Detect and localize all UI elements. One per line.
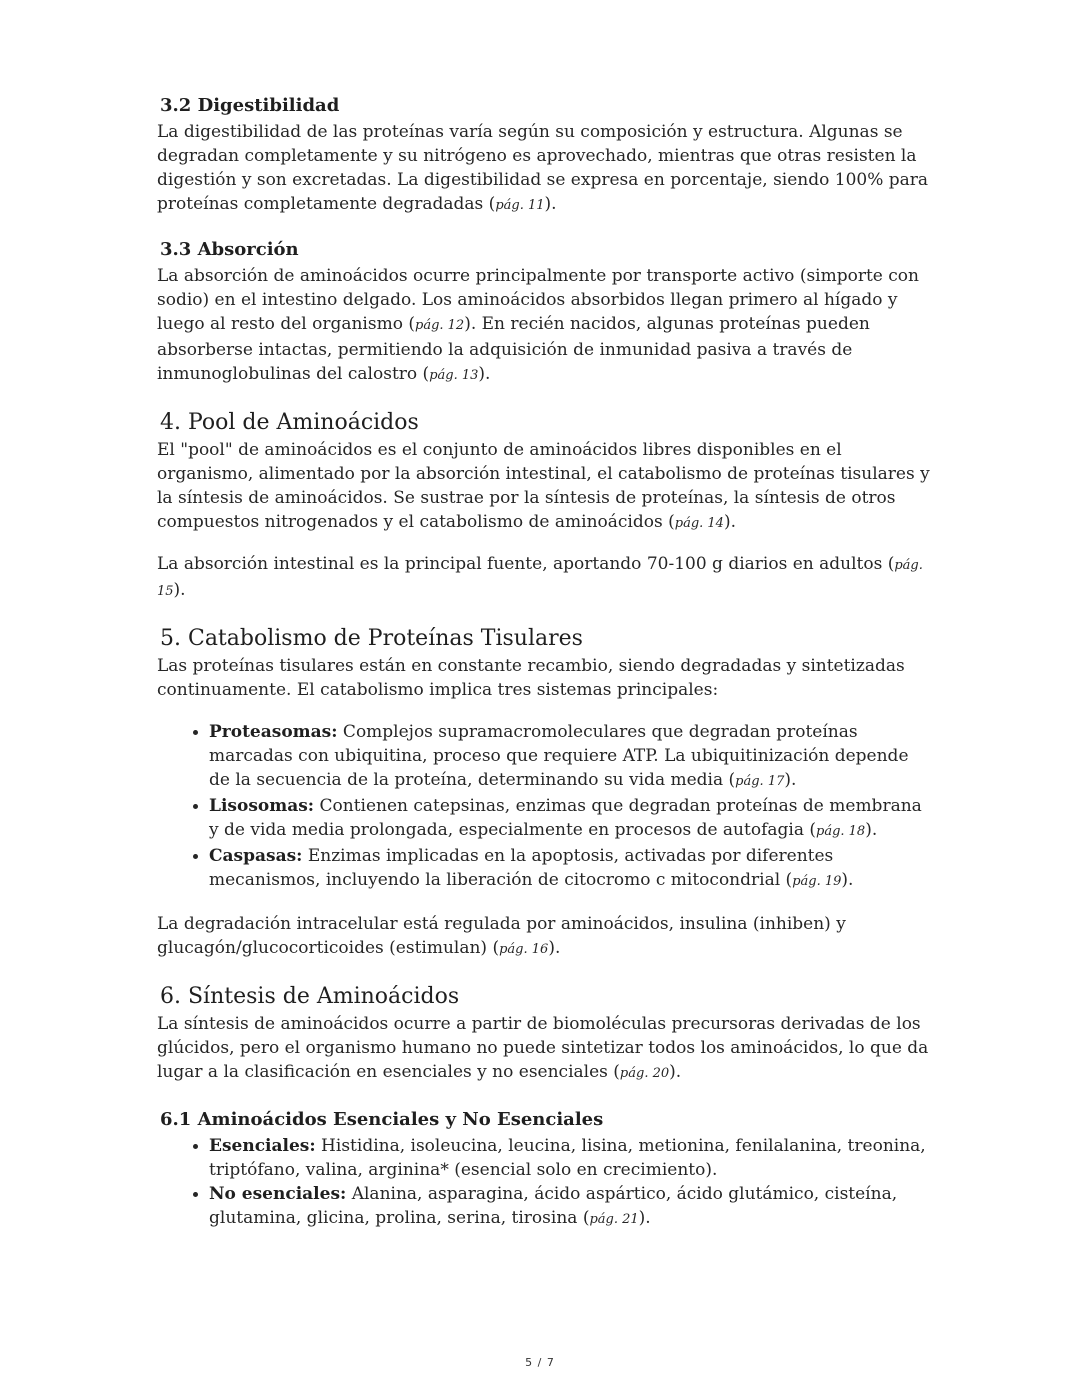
- section-heading: 6.1 Aminoácidos Esenciales y No Esenciales: [160, 1109, 604, 1130]
- bullet-list: [157, 1134, 932, 1232]
- paragraph: La digestibilidad de las proteínas varía según su composición y estructura. Algunas se degradan completamente y su nitrógeno es aprovechado, mientras que otras resisten la digestión y son excretadas. La digestibilidad se expresa en porcentaje, siendo 100% para proteínas completamente degradadas (pág. 11).: [157, 122, 929, 214]
- section-heading: 3.2 Digestibilidad: [160, 95, 340, 116]
- paragraph: La síntesis de aminoácidos ocurre a partir de biomoléculas precursoras derivadas de los glúcidos, pero el organismo humano no puede sintetizar todos los aminoácidos, lo que da lugar a la clasificación en esenciales y no esenciales (pág. 20).: [157, 1014, 929, 1082]
- page-reference: pág. 20: [619, 1066, 670, 1081]
- section-catabolismo: [157, 624, 932, 962]
- section-sintesis: [157, 982, 932, 1086]
- list-item: • Lisosomas: Contienen catepsinas, enzimas que degradan proteínas de membrana y de vida media prolongada, especialmente en procesos de autofagia (pág. 18).: [209, 794, 932, 844]
- paragraph: La degradación intracelular está regulada por aminoácidos, insulina (inhiben) y glucagón/glucocorticoides (estimulan) (pág. 16).: [157, 914, 846, 958]
- paragraph: La absorción intestinal es la principal fuente, aportando 70-100 g diarios en adultos (pág. 15).: [157, 554, 923, 600]
- list-item: • Proteasomas: Complejos supramacromoleculares que degradan proteínas marcadas con ubiquitina, proceso que requiere ATP. La ubiquitinización depende de la secuencia de la proteína, determinando su vida media (pág. 17).: [209, 720, 932, 794]
- document-page: [157, 92, 932, 1232]
- section-heading: 5. Catabolismo de Proteínas Tisulares: [160, 626, 583, 651]
- page-reference: pág. 13: [429, 368, 479, 383]
- list-item: • Caspasas: Enzimas implicadas en la apoptosis, activadas por diferentes mecanismos, incluyendo la liberación de citocromo c mitocondrial (pág. 19).: [209, 844, 932, 894]
- section-esenciales: [157, 1106, 932, 1232]
- page-reference: pág. 18: [816, 824, 866, 839]
- paragraph: Las proteínas tisulares están en constante recambio, siendo degradadas y sintetizadas continuamente. El catabolismo implica tres sistemas principales:: [157, 656, 905, 700]
- bullet-list: [157, 720, 932, 894]
- paragraph: La absorción de aminoácidos ocurre principalmente por transporte activo (simporte con sodio) en el intestino delgado. Los aminoácidos absorbidos llegan primero al hígado y luego al resto del organismo (pág. 12). En recién nacidos, algunas proteínas pueden absorberse intactas, permitiendo la adquisición de inmunidad pasiva a través de inmunoglobulinas del calostro (pág. 13).: [157, 266, 919, 384]
- section-pool-aminoacidos: [157, 408, 932, 604]
- page-reference: pág. 14: [674, 516, 724, 531]
- section-digestibilidad: [157, 92, 932, 218]
- page-number: 5 / 7: [525, 1356, 555, 1369]
- page-reference: pág. 17: [735, 774, 785, 789]
- page-reference: pág. 19: [792, 874, 842, 889]
- page-reference: pág. 11: [495, 198, 545, 213]
- page-reference: pág. 15: [157, 558, 923, 599]
- section-absorcion: [157, 236, 932, 388]
- section-heading: 4. Pool de Aminoácidos: [160, 410, 419, 435]
- paragraph: El "pool" de aminoácidos es el conjunto de aminoácidos libres disponibles en el organismo, alimentado por la absorción intestinal, el catabolismo de proteínas tisulares y la síntesis de aminoácidos. Se sustrae por la síntesis de proteínas, la síntesis de otros compuestos nitrogenados y el catabolismo de aminoácidos (pág. 14).: [157, 440, 930, 532]
- section-heading: 6. Síntesis de Aminoácidos: [160, 984, 460, 1009]
- page-reference: pág. 12: [415, 318, 465, 333]
- page-reference: pág. 16: [499, 942, 549, 957]
- section-heading: 3.3 Absorción: [160, 239, 299, 260]
- list-item: • Esenciales: Histidina, isoleucina, leucina, lisina, metionina, fenilalanina, treonina, triptófano, valina, arginina* (esencial solo en crecimiento).: [209, 1134, 932, 1182]
- list-item: • No esenciales: Alanina, asparagina, ácido aspártico, ácido glutámico, cisteína, glutamina, glicina, prolina, serina, tirosina (pág. 21).: [209, 1182, 932, 1232]
- page-reference: pág. 21: [589, 1212, 639, 1227]
